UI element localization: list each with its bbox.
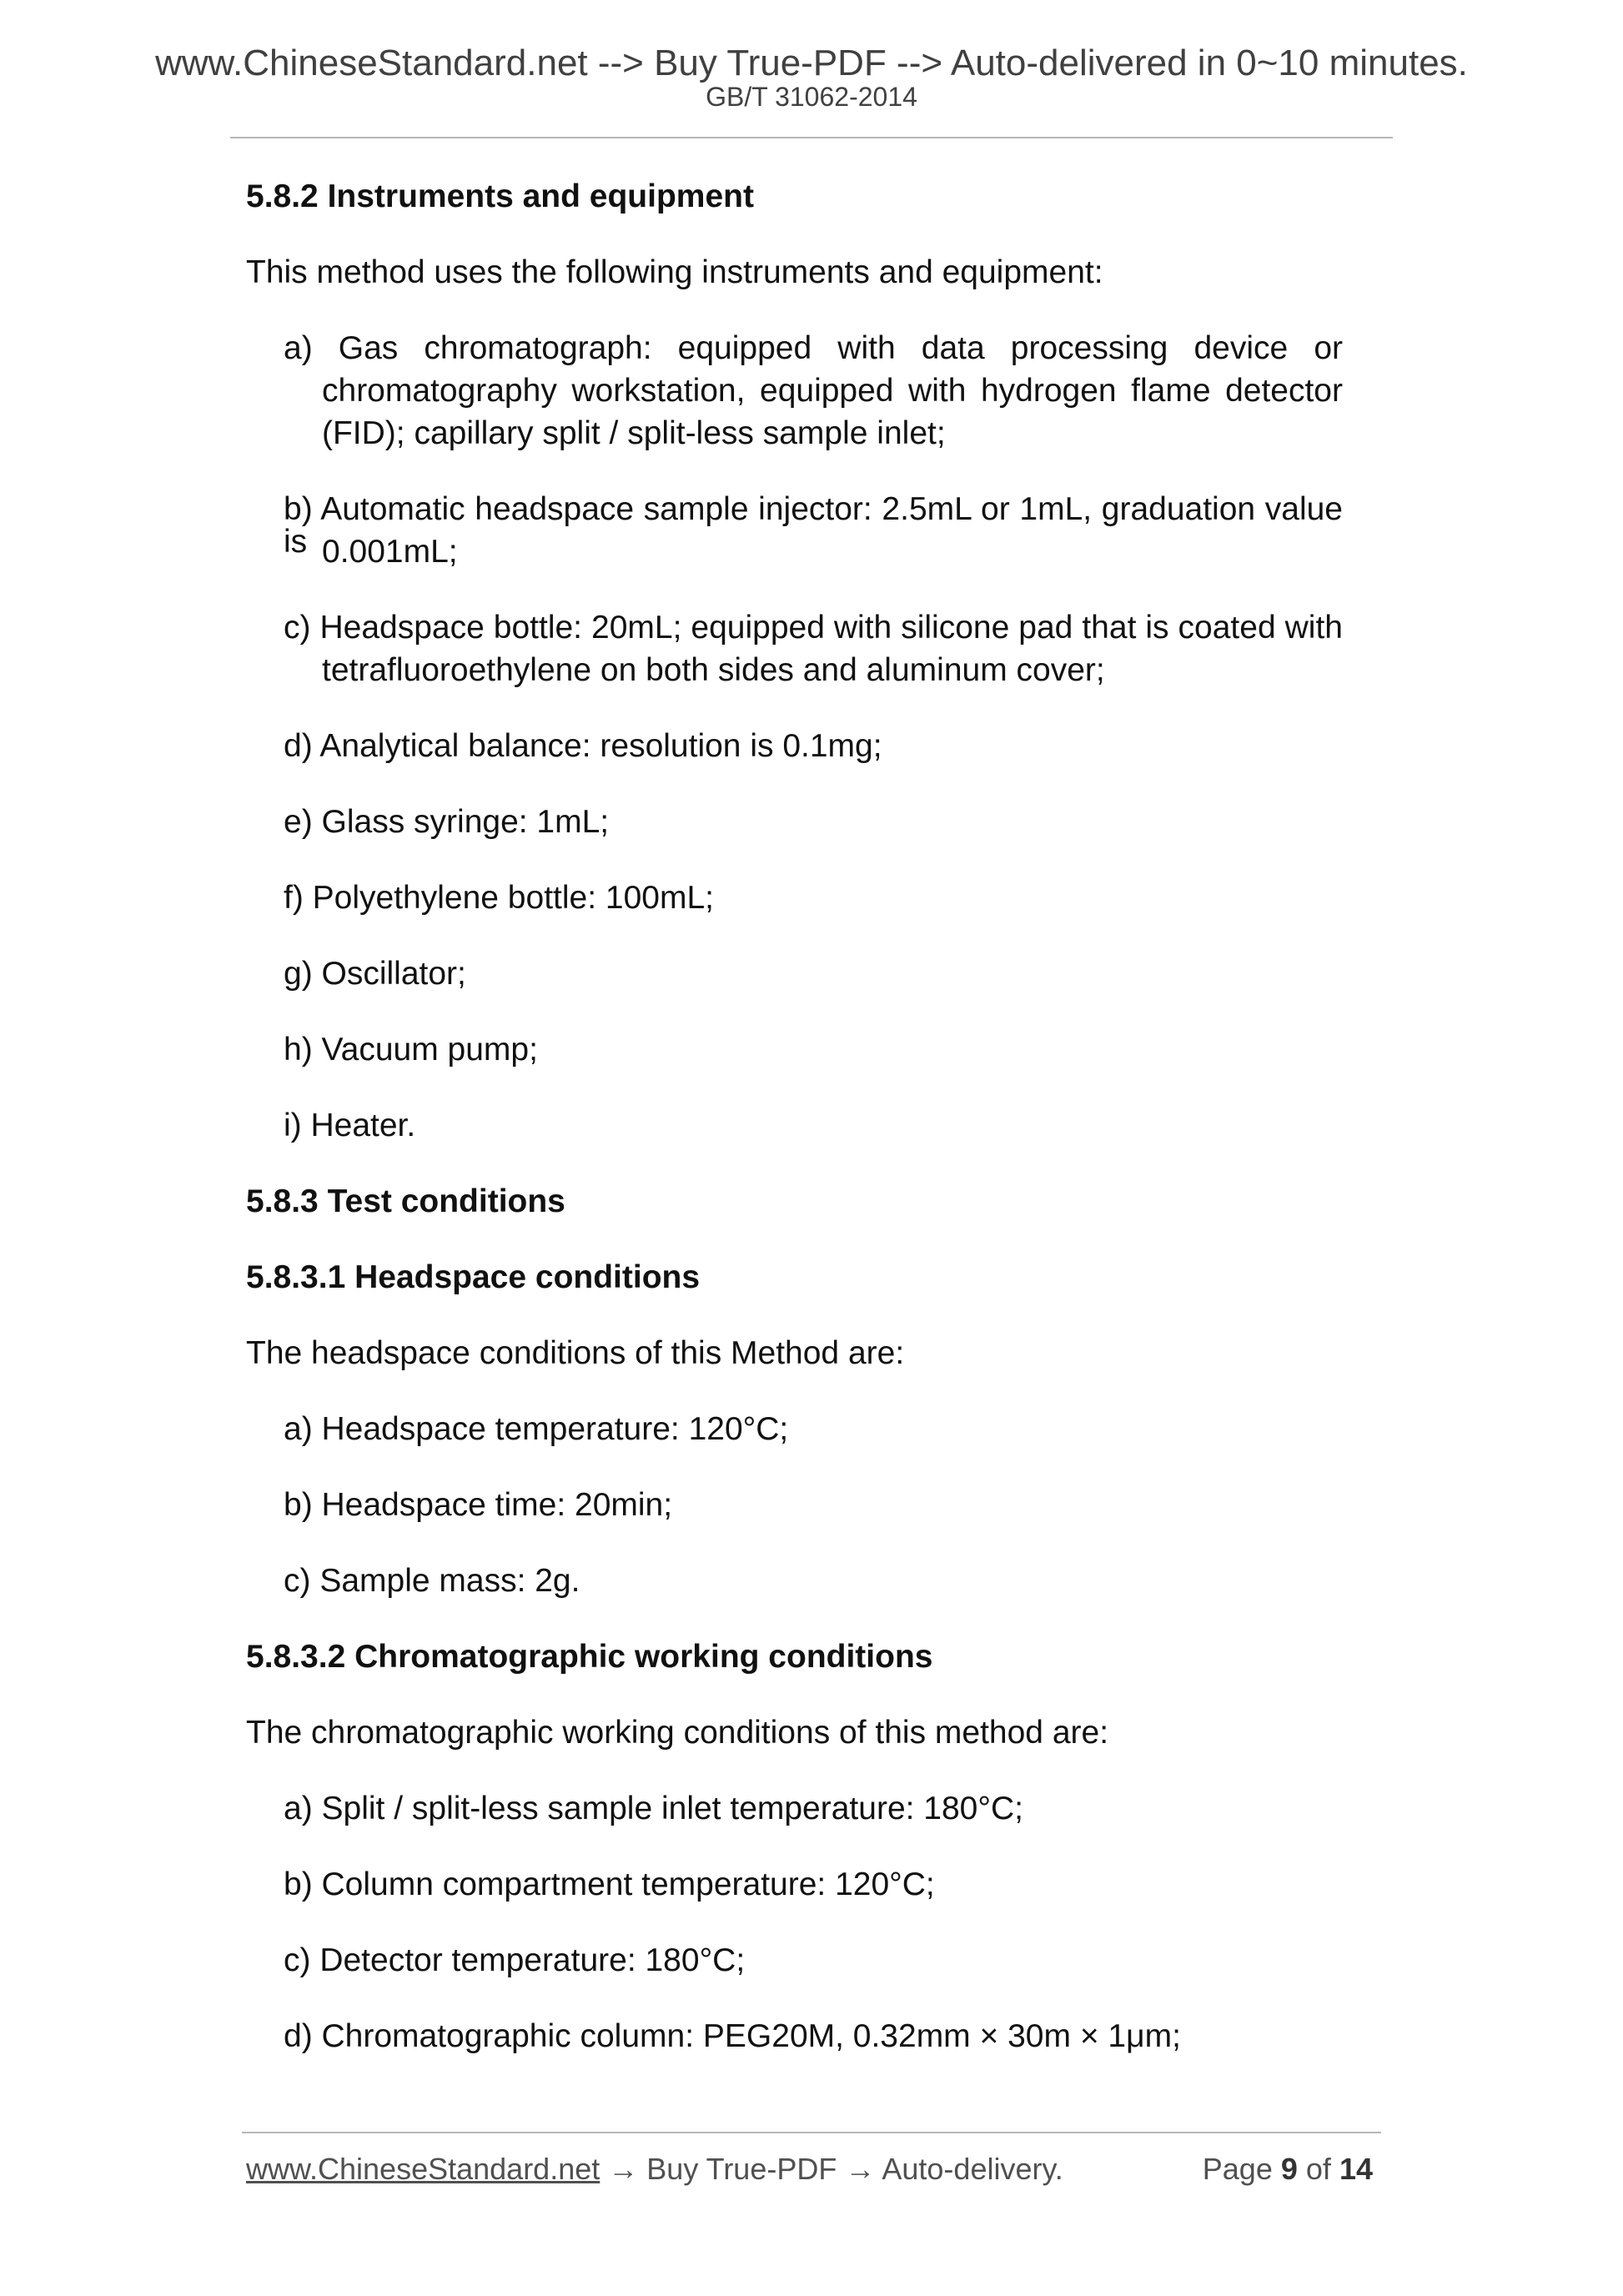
section-heading-5-8-3-2: 5.8.3.2 Chromatographic working conditions [246,1639,933,1675]
chromatographic-item-b: b) Column compartment temperature: 120°C; [284,1866,935,1902]
list-item-e: e) Glass syringe: 1mL; [284,804,610,840]
page-indicator [1203,2154,1373,2184]
list-item-a-line2: chromatography workstation, equipped with hydrogen flame detector [322,373,1343,409]
list-item-g: g) Oscillator; [284,956,466,992]
section-heading-5-8-2: 5.8.2 Instruments and equipment [246,178,754,214]
list-item-a-line3: (FID); capillary split / split-less sample inlet; [322,415,946,451]
section-heading-5-8-3: 5.8.3 Test conditions [246,1183,565,1219]
section-intro-5-8-2: This method uses the following instruments and equipment: [246,254,1103,290]
list-item-c-line1: c) Headspace bottle: 20mL; equipped with silicone pad that is coated with [284,610,1343,646]
chromatographic-item-a: a) Split / split-less sample inlet temperature: 180°C; [284,1791,1023,1826]
footer-divider [242,2132,1381,2133]
list-item-a-line1: a) Gas chromatograph: equipped with data processing device or [284,330,1343,366]
section-heading-5-8-3-1: 5.8.3.1 Headspace conditions [246,1259,701,1295]
headspace-item-b: b) Headspace time: 20min; [284,1487,673,1523]
list-item-b-line2: 0.001mL; [322,534,458,570]
headspace-item-a: a) Headspace temperature: 120°C; [284,1411,789,1447]
list-item-h: h) Vacuum pump; [284,1032,538,1068]
headspace-item-c: c) Sample mass: 2g. [284,1563,580,1599]
chromatographic-item-d: d) Chromatographic column: PEG20M, 0.32mm × 30m × 1μm; [284,2018,1181,2054]
of-label: of [1305,2152,1331,2186]
section-intro-5-8-3-1: The headspace conditions of this Method are: [246,1335,905,1371]
list-item-f: f) Polyethylene bottle: 100mL; [284,880,714,916]
footer-delivery-text: Auto-delivery. [882,2152,1063,2186]
page-number: 9 [1280,2152,1298,2186]
section-intro-5-8-3-2: The chromatographic working conditions of this method are: [246,1715,1109,1751]
total-pages: 14 [1339,2152,1373,2186]
list-item-c-line2: tetrafluoroethylene on both sides and aluminum cover; [322,652,1105,688]
header-banner: www.ChineseStandard.net --> Buy True-PDF --> Auto-delivered in 0~10 minutes. [155,43,1468,83]
list-item-d: d) Analytical balance: resolution is 0.1mg; [284,728,882,764]
arrow-right-icon: → [608,2152,639,2186]
footer-promo [246,2154,1063,2184]
list-item-b-line1: b) Automatic headspace sample injector: 2.5mL or 1mL, graduation value is [284,491,1343,560]
footer-buy-text: Buy True-PDF [646,2152,837,2186]
arrow-right-icon: → [845,2152,876,2186]
chromatographic-item-c: c) Detector temperature: 180°C; [284,1942,746,1978]
footer-site-link[interactable]: www.ChineseStandard.net [246,2152,600,2186]
list-item-i: i) Heater. [284,1108,416,1143]
header-divider [230,137,1393,138]
page-label: Page [1202,2152,1273,2186]
standard-code: GB/T 31062-2014 [706,82,917,112]
